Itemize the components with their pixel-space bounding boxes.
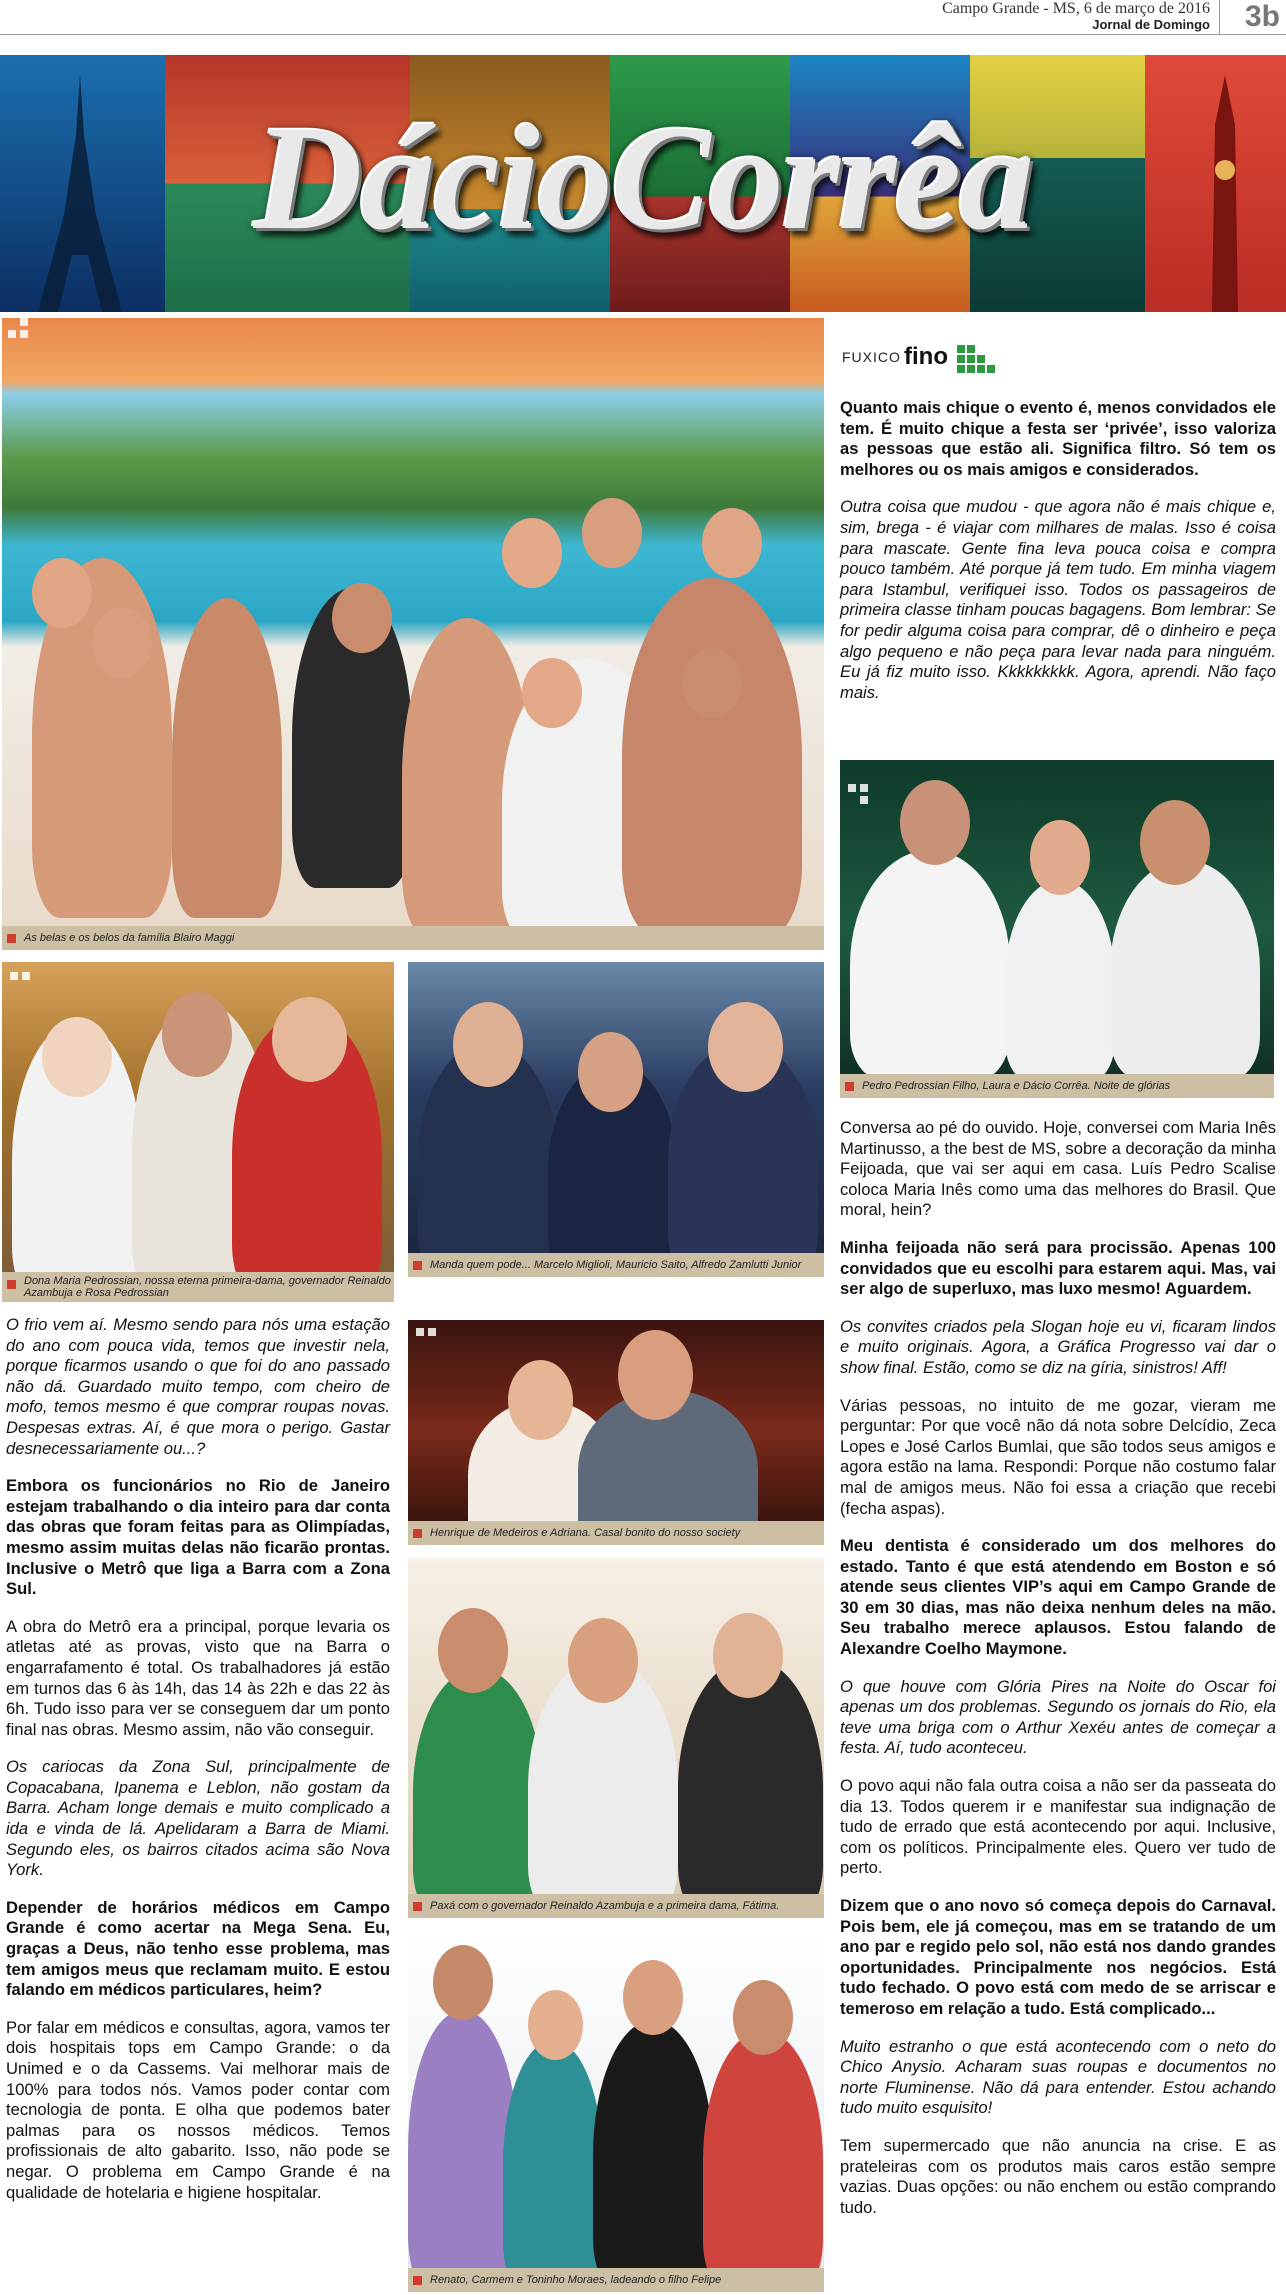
paragraph: Embora os funcionários no Rio de Janeiro estejam trabalhando o dia inteiro para dar conta das obras que foram feitas para as Olimpíadas, mesmo assim muitas delas não ficarão prontas. Inclusive o Metrô que liga a Barra com a Zona Sul. <box>6 1476 390 1599</box>
person-silhouette <box>413 1668 543 1918</box>
caption-manda-quem-pode: Manda quem pode... Marcelo Miglioli, Mauricio Saito, Alfredo Zamlutti Junior <box>408 1253 824 1277</box>
fuxico-fino-logo <box>842 337 1002 379</box>
person-silhouette <box>1005 880 1115 1080</box>
paragraph: Os convites criados pela Slogan hoje eu vi, ficaram lindos e muito originais. Agora, a Gráfica Progresso vai dar o show final. Estão, como se diz na gíria, sinistros! Aff! <box>840 1316 1276 1377</box>
person-head <box>438 1608 508 1693</box>
header-journal-name: Jornal de Domingo <box>1092 17 1210 32</box>
paragraph: O que houve com Glória Pires na Noite do Oscar foi apenas um dos problemas. Segundo os jornais do Rio, ela teve uma briga com o Arthur Xexéu antes de começar a festa. Aí, tudo aconteceu. <box>840 1676 1276 1758</box>
column-banner <box>0 55 1286 312</box>
person-silhouette <box>408 2010 518 2292</box>
person-head <box>708 1002 783 1092</box>
paragraph: A obra do Metrô era a principal, porque levaria os atletas até as provas, visto que na Barra o engarrafamento é total. Os trabalhadores já estão em turnos das 6 às 14h, das 14 às 22h e das 22 às 6h. Tudo isso para ver se conseguem dar um ponto final nas obras. Mesmo assim, não vão conseguir. <box>6 1616 390 1739</box>
decor-square <box>860 784 868 792</box>
person-silhouette <box>593 2020 713 2292</box>
decor-square <box>22 972 30 980</box>
decor-square <box>20 330 28 338</box>
paragraph: Conversa ao pé do ouvido. Hoje, conversei com Maria Inês Martinusso, a the best de MS, sobre a decoração da minha Feijoada, que vai ser aqui em casa. Luís Pedro Scalise coloca Maria Inês como uma das melhores do Brasil. Que moral, hein? <box>840 1118 1276 1220</box>
paragraph: O povo aqui não fala outra coisa a não ser da passeata do dia 13. Todos querem ir e manifestar sua indignação de tudo de errado que está acontecendo por aqui. Inclusive, com os políticos. Principalmente eles. Quero ver tudo de perto. <box>840 1776 1276 1878</box>
decor-square <box>20 318 28 326</box>
logo-small-text: FUXICO <box>842 349 901 365</box>
photo-renato-familia <box>408 1930 824 2292</box>
person-head <box>32 558 92 628</box>
logo-dot <box>957 365 965 373</box>
person-head <box>528 1990 583 2060</box>
person-head <box>578 1032 643 1112</box>
paragraph: Minha feijoada não será para procissão. Apenas 100 convidados que eu escolhi para estarem aqui. Mas, vai ser algo de superluxo, mas luxo mesmo! Aguardem. <box>840 1237 1276 1299</box>
caption-pedro-pedrossian: Pedro Pedrossian Filho, Laura e Dácio Corrêa. Noite de glórias <box>840 1074 1274 1098</box>
paragraph: Por falar em médicos e consultas, agora, vamos ter dois hospitais tops em Campo Grande: o da Unimed e o da Cassems. Vai melhorar mais de 100% para todos nós. Vamos poder contar com tecnologia de ponta. E olha que podemos bater palmas para os nossos médicos. Temos profissionais de alto gabarito. Isso, não pode se negar. O problema em Campo Grande é na qualidade de hotelaria e higiene hospitalar. <box>6 2017 390 2202</box>
paragraph: Depender de horários médicos em Campo Grande é como acertar na Mega Sena. Eu, graças a Deus, não tenho esse problema, mas tem amigos meus que reclamam muito. E estou falando em médicos particulares, heim? <box>6 1897 390 2000</box>
person-head <box>618 1330 693 1420</box>
person-silhouette <box>1110 860 1260 1080</box>
person-head <box>433 1945 493 2020</box>
person-head <box>733 1980 793 2055</box>
person-silhouette <box>172 598 282 918</box>
paragraph: Várias pessoas, no intuito de me gozar, vieram me perguntar: Por que você não dá nota sobre Delcídio, Zeca Lopes e José Carlos Bumlai, que são todos seus amigos e agora estão na lama. Respondi: Porque não costumo falar mal de amigos meus. Não foi essa a criação que recebi (fecha aspas). <box>840 1395 1276 1518</box>
logo-dot <box>977 355 985 363</box>
person-head <box>568 1618 638 1703</box>
decor-square <box>416 1328 424 1336</box>
decor-square <box>860 796 868 804</box>
header-date: Campo Grande - MS, 6 de março de 2016 <box>942 0 1210 17</box>
photo-henrique-adriana <box>408 1320 824 1545</box>
caption-paxa-governador: Paxá com o governador Reinaldo Azambuja e a primeira dama, Fátima. <box>408 1894 824 1918</box>
paragraph: Muito estranho o que está acontecendo com o neto do Chico Anysio. Acharam suas roupas e documentos no norte Fluminense. Não dá para entender. Estou achando tudo muito esquisito! <box>840 2036 1276 2118</box>
person-head <box>453 1002 523 1087</box>
person-head <box>162 992 232 1077</box>
caption-boat: As belas e os belos da família Blairo Maggi <box>2 926 824 950</box>
photo-paxa-governador <box>408 1558 824 1918</box>
logo-dot <box>957 345 965 353</box>
person-silhouette <box>503 2040 603 2292</box>
logo-dot <box>957 355 965 363</box>
person-head <box>623 1960 683 2035</box>
photo-pedro-pedrossian <box>840 760 1274 1098</box>
logo-dot <box>967 345 975 353</box>
decor-square <box>848 784 856 792</box>
right-bottom-text-column <box>840 1118 1276 2235</box>
paragraph: Outra coisa que mudou - que agora não é mais chique e, sim, brega - é viajar com milhares de malas. Isso é coisa para mascate. Gente fina leva pouca coisa e compra pouco também. Até porque já tem tudo. Em minha viagem para Istambul, verifiquei isso. Todos os passageiros de primeira classe tinham poucas bagagens. Bom lembrar: Se for pedir alguma coisa para comprar, dê o dinheiro e peça algo pequeno e não peça para levar nada para ninguém. Eu já fiz muito isso. Kkkkkkkkk. Agora, aprendi. Não faço mais. <box>840 497 1276 702</box>
paragraph: Dizem que o ano novo só começa depois do Carnaval. Pois bem, ele já começou, mas em se tratando de um ano par e regido pelo sol, não está nos dando grandes oportunidades. Principalmente nos negócios. Está tudo fechado. O povo está com medo de se arriscar e temeroso em relação a tudo. Está complicado... <box>840 1896 1276 2018</box>
person-head <box>522 658 582 728</box>
person-head <box>1140 800 1210 885</box>
person-silhouette <box>850 850 1010 1080</box>
person-head <box>582 498 642 568</box>
paragraph: Meu dentista é considerado um dos melhores do estado. Tanto é que está atendendo em Boston e só atende seus clientes VIP’s aqui em Campo Grande de 30 em 30 dias, mas não deixa nenhum deles na mão. Seu trabalho merece aplausos. Estou falando de Alexandre Coelho Maymone. <box>840 1536 1276 1659</box>
photo-manda-quem-pode <box>408 962 824 1277</box>
decor-square <box>10 972 18 980</box>
person-head <box>900 780 970 865</box>
logo-big-text: fino <box>904 343 948 370</box>
page-header <box>0 0 1286 35</box>
person-head <box>42 1017 112 1097</box>
person-head <box>332 583 392 653</box>
paragraph: Quanto mais chique o evento é, menos convidados ele tem. É muito chique a festa ser ‘privée’, isso valoriza as pessoas que estão ali. Significa filtro. Só tem os melhores ou os mais amigos e considerados. <box>840 398 1276 479</box>
page-number: 3b <box>1219 0 1280 34</box>
caption-henrique-adriana: Henrique de Medeiros e Adriana. Casal bonito do nosso society <box>408 1521 824 1545</box>
paragraph: Tem supermercado que não anuncia na crise. E as prateleiras com os produtos mais caros estão sempre vazias. Duas opções: ou não enchem ou estão comprando tudo. <box>840 2135 1276 2217</box>
person-head <box>682 648 742 718</box>
left-text-column <box>6 1315 390 2220</box>
person-head <box>272 997 347 1082</box>
logo-dot <box>967 355 975 363</box>
person-head <box>713 1613 783 1698</box>
person-silhouette <box>703 2030 823 2292</box>
right-top-text-column <box>840 398 1276 720</box>
caption-renato-familia: Renato, Carmem e Toninho Moraes, ladeando o filho Felipe <box>408 2268 824 2292</box>
caption-dona-maria: Dona Maria Pedrossian, nossa eterna primeira-dama, governador Reinaldo Azambuja e Rosa Pedrossian <box>2 1272 394 1302</box>
person-silhouette <box>622 578 802 938</box>
logo-dot <box>967 365 975 373</box>
paragraph: O frio vem aí. Mesmo sendo para nós uma estação do ano com pouca vida, temos que investir nela, porque ficarmos usando o que foi do ano passado não dá. Guardado muito tempo, com cheiro de mofo, temos mesmo é que comprar roupas novas. Despesas extras. Aí, é que mora o perigo. Gastar desnecessariamente ou...? <box>6 1315 390 1458</box>
decor-square <box>8 330 16 338</box>
decor-square <box>428 1328 436 1336</box>
paragraph: Os cariocas da Zona Sul, principalmente de Copacabana, Ipanema e Leblon, não gostam da Barra. Acham longe demais e muito complicado a ida e vinda de lá. Apelidaram a Barra de Miami. Segundo eles, os bairros citados acima são Nova York. <box>6 1757 390 1880</box>
banner-title: DácioCorrêa <box>254 95 1032 261</box>
person-head <box>92 608 152 678</box>
person-head <box>508 1360 573 1440</box>
person-head <box>702 508 762 578</box>
photo-boat-group <box>2 318 824 950</box>
person-head <box>1030 820 1090 895</box>
photo-dona-maria <box>2 962 394 1302</box>
logo-dot <box>977 365 985 373</box>
logo-dot <box>987 365 995 373</box>
person-head <box>502 518 562 588</box>
